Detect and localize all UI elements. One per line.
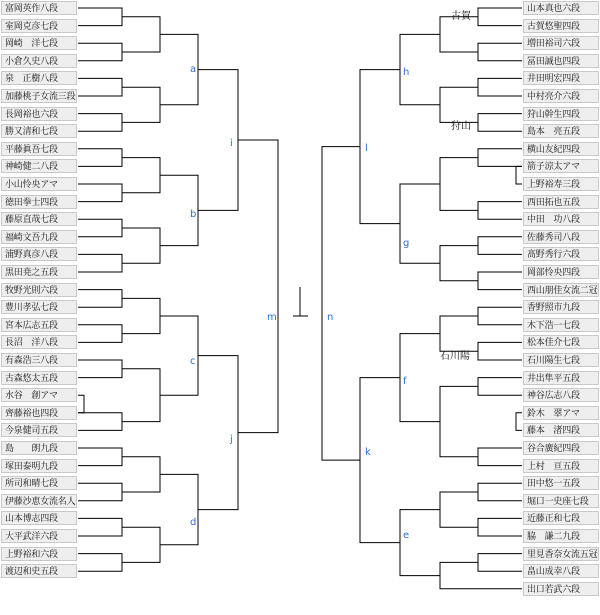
bracket-line-right-r1 (478, 518, 522, 536)
bracket-line-left-r4 (198, 356, 238, 510)
player-cell: 泉 正樹八段 (1, 71, 77, 85)
bracket-line-right-r2 (440, 492, 478, 527)
block-label-m: m (267, 312, 277, 323)
player-cell: 有森浩三八段 (1, 353, 77, 367)
bracket-line-left-r1 (78, 78, 122, 96)
player-cell: 西田拓也五段 (523, 195, 599, 209)
bracket-line-left-r1 (78, 254, 122, 272)
bracket-line-left-r1 (78, 325, 122, 343)
bracket-line-left-r1 (78, 43, 122, 61)
player-cell: 上村 亘五段 (523, 459, 599, 473)
player-cell: 中田 功八段 (523, 212, 599, 226)
bracket-line-left-r1 (78, 448, 122, 466)
bracket-line-right-r3 (400, 510, 440, 576)
bracket-line-right-r1 (478, 307, 522, 325)
player-cell: 徳田拳士四段 (1, 195, 77, 209)
block-label-g: g (403, 238, 410, 249)
player-cell: 浦野真彦八段 (1, 247, 77, 261)
player-cell: 佐藤秀司八段 (523, 230, 599, 244)
player-cell: 加藤桃子女流三段 (1, 89, 77, 103)
bracket-line-left-r1 (78, 184, 122, 202)
bracket-line-right-r1 (478, 554, 522, 572)
player-cell: 今泉健司五段 (1, 423, 77, 437)
bracket-line-right-r1 (478, 378, 522, 396)
player-cell: 平藤眞吾七段 (1, 142, 77, 156)
bracket-line-right-r1 (478, 149, 522, 167)
player-cell: 狩山幹生四段 (523, 107, 599, 121)
player-cell: 髙野秀行六段 (523, 247, 599, 261)
player-cell: 西山朋佳女流二冠 (523, 283, 599, 297)
player-cell: 富岡英作八段 (1, 1, 77, 15)
player-cell: 所司和晴七段 (1, 476, 77, 490)
player-cell: 島 朗九段 (1, 441, 77, 455)
player-cell: 藤原直哉七段 (1, 212, 77, 226)
bracket-line-right-r2 (440, 316, 478, 351)
bracket-line-right-r3 (400, 184, 440, 263)
player-cell: 福崎文吾九段 (1, 230, 77, 244)
bracket-line-left-r2 (122, 369, 160, 422)
player-cell: 中村亮介六段 (523, 89, 599, 103)
bracket-line-left-r2 (122, 228, 160, 263)
player-cell: 堀口一史座七段 (523, 494, 599, 508)
player-cell: 井田明宏四段 (523, 71, 599, 85)
block-label-i: i (230, 138, 233, 149)
player-cell: 谷合廣紀四段 (523, 441, 599, 455)
bracket-line-left-r3 (160, 474, 198, 544)
block-label-f: f (403, 376, 407, 387)
block-label-k: k (365, 447, 371, 458)
player-cell: 出口若武六段 (523, 582, 599, 596)
bracket-line-left-r1 (78, 290, 122, 308)
player-cell: 鈴木 翠アマ (523, 406, 599, 420)
bracket-line-right-r1 (478, 8, 522, 26)
bracket-line-left-r1 (78, 413, 122, 431)
player-cell: 井出隼平五段 (523, 371, 599, 385)
bracket-line-right-r2 (440, 158, 478, 211)
bracket-line-right-r2 (440, 87, 478, 122)
bracket-line-right-r2 (440, 562, 478, 588)
bracket-line-right-r1 (478, 237, 522, 255)
player-cell: 横山友紀四段 (523, 142, 599, 156)
player-cell: 島本 亮五段 (523, 124, 599, 138)
bracket-line-left-r1 (78, 360, 122, 378)
player-cell: 塚田泰明九段 (1, 459, 77, 473)
player-cell: 近藤正和七段 (523, 511, 599, 525)
player-cell: 藤本 渚四段 (523, 423, 599, 437)
venue-label-koga: 古賀 (451, 11, 471, 22)
block-label-d: d (190, 517, 197, 528)
bracket-line-right-r0 (516, 166, 522, 184)
player-cell: 冨田誠也四段 (523, 54, 599, 68)
player-cell: 山本博志四段 (1, 511, 77, 525)
player-cell: 古賀悠聖四段 (523, 19, 599, 33)
player-cell: 小倉久史八段 (1, 54, 77, 68)
bracket-line-right-r1 (478, 272, 522, 290)
player-cell: 山本真也六段 (523, 1, 599, 15)
bracket-line-left-m (238, 140, 278, 433)
player-cell: 里見香奈女流五冠 (523, 547, 599, 561)
block-label-b: b (190, 209, 197, 220)
player-cell: 渡辺和史五段 (1, 564, 77, 578)
bracket-line-right-r1 (478, 483, 522, 501)
player-cell: 石川陽生七段 (523, 353, 599, 367)
player-cell: 上野裕和六段 (1, 547, 77, 561)
bracket-line-left-r2 (122, 298, 160, 333)
player-cell: 黒田尭之五段 (1, 265, 77, 279)
bracket-line-right-r1 (478, 114, 522, 132)
bracket-line-left-r2 (122, 158, 160, 193)
player-cell: 長沼 洋八段 (1, 335, 77, 349)
bracket-line-right-r2 (440, 246, 478, 281)
block-label-l: l (365, 143, 368, 154)
player-cell: 畠山成幸八段 (523, 564, 599, 578)
player-cell: 小山怜央アマ (1, 177, 77, 191)
bracket-line-right-r2 (440, 386, 478, 456)
player-cell: 増田裕司六段 (523, 36, 599, 50)
venue-label-ishikawa: 石川陽 (440, 351, 470, 362)
bracket-line-left-r1 (78, 554, 122, 572)
player-cell: 宮本広志五段 (1, 318, 77, 332)
player-cell: 水谷 創アマ (1, 388, 77, 402)
venue-label-kariyama: 狩山 (451, 121, 471, 132)
player-cell: 牧野光則六段 (1, 283, 77, 297)
bracket-line-left-r2 (122, 87, 160, 122)
block-label-a: a (190, 64, 197, 75)
player-cell: 勝又清和七段 (1, 124, 77, 138)
bracket-line-right-r1 (478, 342, 522, 360)
bracket-line-right-r1 (478, 202, 522, 220)
block-label-n: n (327, 312, 334, 323)
bracket-line-left-r1 (78, 518, 122, 536)
player-cell: 脇 謙二九段 (523, 529, 599, 543)
bracket-line-right-r1 (478, 43, 522, 61)
final-connector (293, 287, 308, 316)
player-cell: 木下浩一七段 (523, 318, 599, 332)
bracket-line-right-n (322, 147, 360, 461)
bracket-line-left-r2 (122, 17, 160, 52)
player-cell: 長岡裕也六段 (1, 107, 77, 121)
player-cell: 箭子涼太アマ (523, 159, 599, 173)
player-cell: 古森悠太五段 (1, 371, 77, 385)
player-cell: 上野裕寿三段 (523, 177, 599, 191)
player-cell: 神崎健二八段 (1, 159, 77, 173)
bracket-line-right-r4 (360, 378, 400, 543)
block-label-c: c (190, 356, 196, 367)
bracket-line-right-r0 (516, 413, 522, 431)
player-cell: 大平武洋六段 (1, 529, 77, 543)
bracket-line-left-r2 (122, 527, 160, 562)
block-label-h: h (403, 67, 410, 78)
player-cell: 田中悠一五段 (523, 476, 599, 490)
player-cell: 岡部怜央四段 (523, 265, 599, 279)
player-cell: 香野照市九段 (523, 300, 599, 314)
player-cell: 豊川孝弘七段 (1, 300, 77, 314)
bracket-line-left-r2 (122, 457, 160, 492)
player-cell: 伊藤沙恵女流名人 (1, 494, 77, 508)
bracket-line-left-r1 (78, 8, 122, 26)
bracket-line-right-r1 (478, 78, 522, 96)
block-label-j: j (230, 434, 233, 445)
player-cell: 神谷広志八段 (523, 388, 599, 402)
bracket-line-left-r1 (78, 483, 122, 501)
bracket-line-left-r1 (78, 114, 122, 132)
player-cell: 齊藤裕也四段 (1, 406, 77, 420)
bracket-line-left-r1 (78, 219, 122, 237)
player-cell: 松本佳介七段 (523, 335, 599, 349)
bracket-line-left-r1 (78, 149, 122, 167)
player-cell: 岡崎 洋七段 (1, 36, 77, 50)
player-cell: 室岡克彦七段 (1, 19, 77, 33)
block-label-e: e (403, 530, 410, 541)
bracket-line-right-r1 (478, 448, 522, 466)
bracket-line-left-r0 (78, 395, 84, 413)
